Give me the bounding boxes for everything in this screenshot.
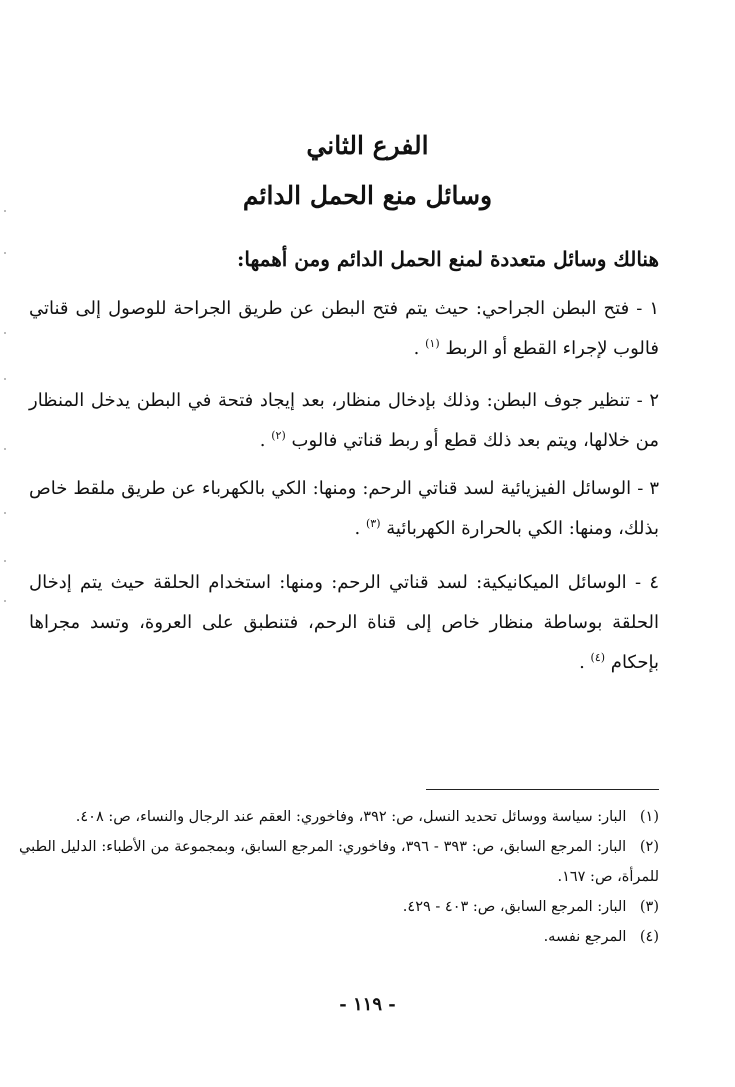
paragraph-text: ٤ - الوسائل الميكانيكية: لسد قناتي الرحم: ومنها: استخدام الحلقة حيث يتم إدخال الحلقة بوساطة منظار خاص إلى قناة الرحم، فتنطبق على العروة، وتسد مجراها بإحكام bbox=[29, 572, 659, 673]
footnote-4 bbox=[19, 922, 659, 952]
paragraph-end: . bbox=[579, 652, 585, 673]
paragraph-end: . bbox=[259, 430, 266, 451]
footnote-3 bbox=[19, 892, 659, 922]
footnotes bbox=[19, 802, 659, 952]
paragraph-4 bbox=[29, 563, 659, 683]
paragraph-text: ٢ - تنظير جوف البطن: وذلك بإدخال منظار، بعد إيجاد فتحة في البطن يدخل المنظار من خلالها، ويتم بعد ذلك قطع أو ربط قناتي فالوب bbox=[29, 390, 659, 451]
paragraph-text: ٣ - الوسائل الفيزيائية لسد قناتي الرحم: ومنها: الكي بالكهرباء عن طريق ملقط خاص بذلك، ومنها: الكي بالحرارة الكهربائية bbox=[29, 478, 659, 539]
paragraph-end: . bbox=[354, 518, 361, 539]
footnote-number: (٤) bbox=[639, 929, 659, 945]
paragraph-3 bbox=[29, 469, 659, 549]
footnote-ref[interactable]: (٤) bbox=[590, 651, 606, 664]
footnote-divider bbox=[426, 789, 659, 790]
footnote-number: (٣) bbox=[639, 899, 659, 915]
paragraph-1 bbox=[29, 289, 659, 369]
footnote-ref[interactable]: (٣) bbox=[366, 517, 381, 530]
footnote-ref[interactable]: (٢) bbox=[271, 429, 286, 442]
footnote-number: (١) bbox=[639, 809, 659, 825]
footnote-text: البار: المرجع السابق، ص: ٣٩٣ - ٣٩٦، وفاخوري: المرجع السابق، وبمجموعة من الأطباء: الدليل الطبي للمرأة، ص: ١٦٧. bbox=[19, 839, 659, 885]
branch-title: الفرع الثاني bbox=[306, 131, 429, 160]
footnote-text: المرجع نفسه. bbox=[543, 929, 627, 945]
section-title: وسائل منع الحمل الدائم bbox=[242, 181, 493, 210]
page-number: - ١١٩ - bbox=[339, 994, 396, 1015]
footnote-number: (٢) bbox=[639, 839, 660, 855]
footnote-2 bbox=[19, 832, 659, 892]
intro-sentence: هنالك وسائل متعددة لمنع الحمل الدائم ومن أهمها: bbox=[236, 247, 659, 271]
paragraph-end: . bbox=[413, 338, 420, 359]
footnote-1 bbox=[19, 802, 659, 832]
footnote-text: البار: المرجع السابق، ص: ٤٠٣ - ٤٢٩. bbox=[402, 899, 627, 915]
footnote-text: البار: سياسة ووسائل تحديد النسل، ص: ٣٩٢، وفاخوري: العقم عند الرجال والنساء، ص: ٤٠٨. bbox=[75, 809, 627, 825]
paragraph-2 bbox=[29, 381, 659, 461]
paragraph-text: ١ - فتح البطن الجراحي: حيث يتم فتح البطن عن طريق الجراحة للوصول إلى قناتي فالوب لإجراء القطع أو الربط bbox=[29, 298, 659, 359]
footnote-ref[interactable]: (١) bbox=[425, 337, 440, 350]
